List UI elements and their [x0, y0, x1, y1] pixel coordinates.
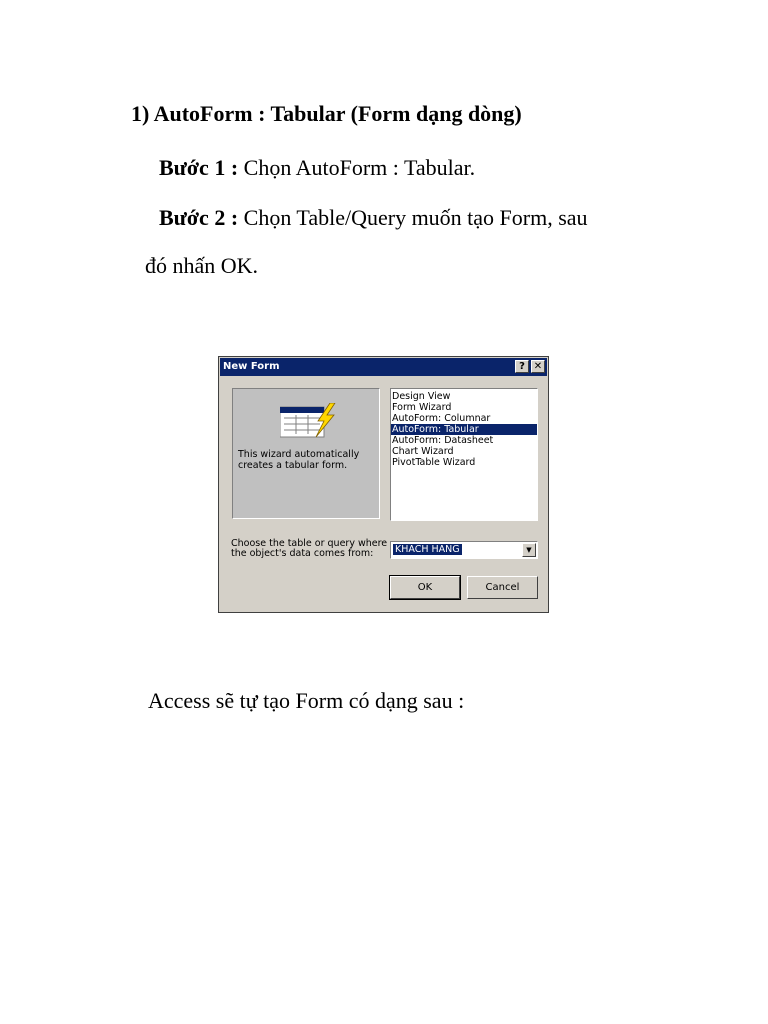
step-2-continuation: đó nhấn OK.	[145, 253, 259, 278]
step-2-text: Chọn Table/Query muốn tạo Form, sau	[238, 205, 588, 230]
wizard-preview-panel	[232, 388, 380, 519]
step-1-line	[159, 155, 475, 181]
form-type-item[interactable]: AutoForm: Datasheet	[392, 435, 494, 446]
cancel-button[interactable]: Cancel	[467, 576, 538, 599]
step-2-line	[159, 205, 588, 231]
step-2-label: Bước 2 :	[159, 205, 239, 230]
help-button[interactable]: ?	[515, 360, 529, 373]
table-query-select[interactable]	[390, 541, 538, 559]
step-1-text: Chọn AutoForm : Tabular.	[238, 155, 476, 180]
tabular-form-wizard-icon	[280, 403, 336, 444]
table-query-value: KHACH HANG	[395, 544, 460, 555]
form-type-item[interactable]: Form Wizard	[392, 402, 452, 413]
dropdown-arrow-icon[interactable]: ▼	[522, 543, 536, 557]
form-type-item[interactable]: AutoForm: Columnar	[392, 413, 491, 424]
form-type-item[interactable]: Design View	[392, 391, 451, 402]
dialog-title: New Form	[223, 361, 280, 372]
form-type-item[interactable]: Chart Wizard	[392, 446, 454, 457]
section-heading: 1) AutoForm : Tabular (Form dạng dòng)	[131, 101, 522, 126]
close-button[interactable]: ✕	[531, 360, 545, 373]
dialog-titlebar	[220, 358, 547, 376]
result-text: Access sẽ tự tạo Form có dạng sau :	[148, 688, 465, 713]
form-type-listbox[interactable]	[390, 388, 538, 521]
ok-button[interactable]: OK	[390, 576, 460, 599]
choose-source-label: Choose the table or query where the object's data comes from:	[231, 538, 388, 559]
new-form-dialog	[218, 356, 549, 613]
form-type-item[interactable]: PivotTable Wizard	[392, 457, 476, 468]
form-type-item[interactable]: AutoForm: Tabular	[391, 424, 537, 435]
step-1-label: Bước 1 :	[159, 155, 239, 180]
wizard-description: This wizard automatically creates a tabular form.	[238, 449, 360, 471]
